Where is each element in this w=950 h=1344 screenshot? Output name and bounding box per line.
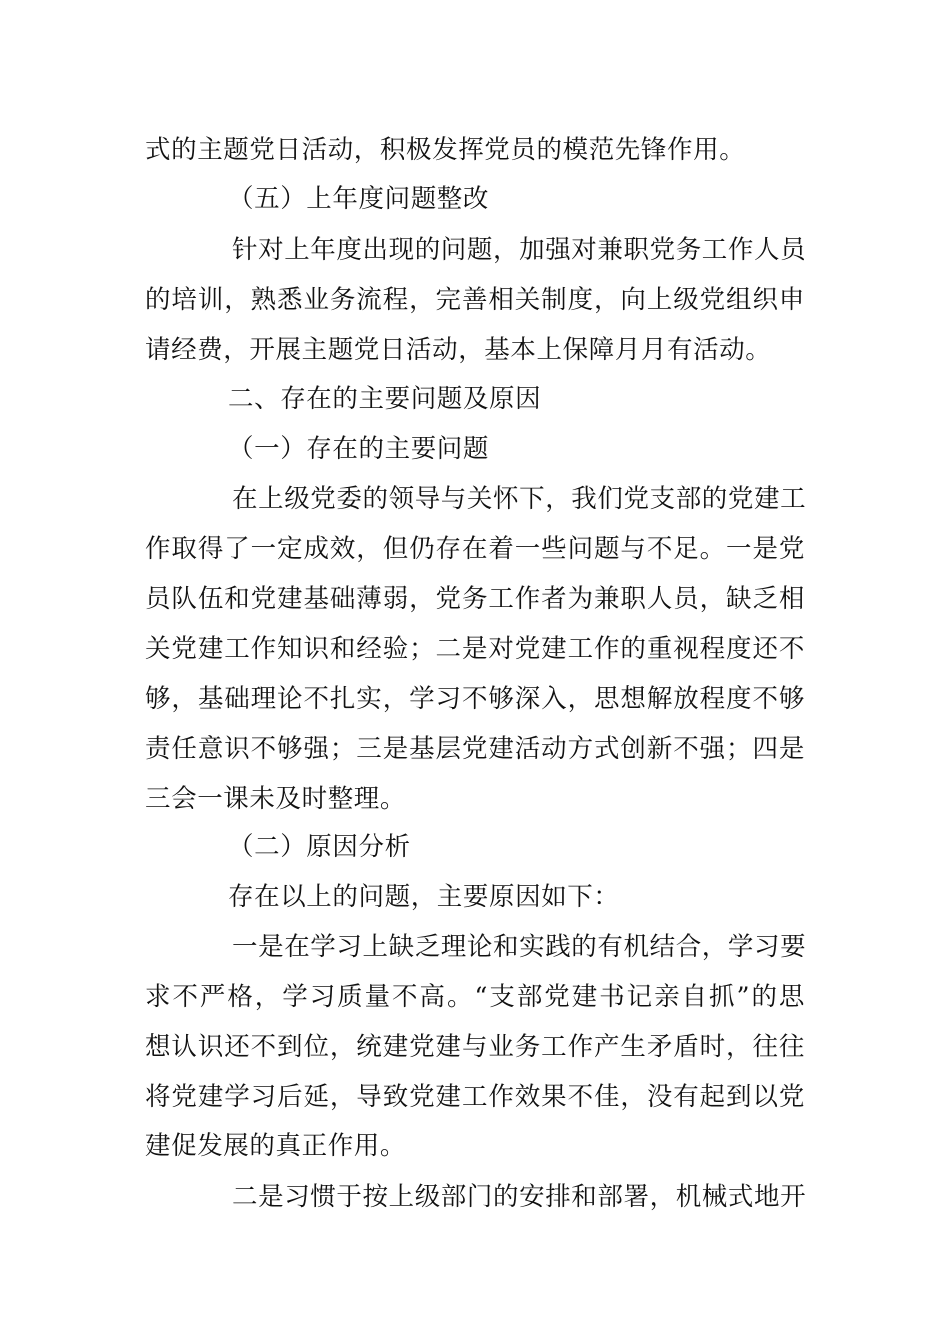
- text-line-11: 关党建工作知识和经验；二是对党建工作的重视程度还不: [145, 634, 805, 664]
- text-line-18: 求不严格，学习质量不高。“支部党建书记亲自抓”的思: [145, 982, 805, 1012]
- text-line-19: 想认识还不到位，统建党建与业务工作产生矛盾时，往往: [145, 1032, 805, 1062]
- section-heading-2: （二）原因分析: [228, 832, 411, 862]
- text-line-5: 请经费，开展主题党日活动，基本上保障月月有活动。: [145, 335, 772, 365]
- text-line-21: 建促发展的真正作用。: [145, 1131, 407, 1161]
- text-line-3: 针对上年度出现的问题，加强对兼职党务工作人员: [232, 235, 807, 265]
- text-line-1: 式的主题党日活动，积极发挥党员的模范先锋作用。: [145, 135, 746, 165]
- text-line-20: 将党建学习后延，导致党建工作效果不佳，没有起到以党: [145, 1082, 805, 1112]
- section-heading-5: （五）上年度问题整改: [228, 184, 490, 214]
- text-line-8: 在上级党委的领导与关怀下，我们党支部的党建工: [232, 484, 807, 514]
- section-heading-1: （一）存在的主要问题: [228, 434, 490, 464]
- text-line-13: 责任意识不够强；三是基层党建活动方式创新不强；四是: [145, 734, 805, 764]
- text-line-14: 三会一课未及时整理。: [145, 784, 407, 814]
- text-line-12: 够，基础理论不扎实，学习不够深入，思想解放程度不够: [145, 684, 805, 714]
- text-line-4: 的培训，熟悉业务流程，完善相关制度，向上级党组织申: [145, 285, 805, 315]
- text-line-9: 作取得了一定成效，但仍存在着一些问题与不足。一是党: [145, 534, 805, 564]
- text-line-10: 员队伍和党建基础薄弱，党务工作者为兼职人员，缺乏相: [145, 584, 805, 614]
- text-line-17: 一是在学习上缺乏理论和实践的有机结合，学习要: [232, 932, 807, 962]
- text-line-22: 二是习惯于按上级部门的安排和部署，机械式地开: [232, 1182, 807, 1212]
- chapter-heading-2: 二、存在的主要问题及原因: [228, 384, 542, 414]
- text-line-16: 存在以上的问题，主要原因如下：: [228, 882, 620, 912]
